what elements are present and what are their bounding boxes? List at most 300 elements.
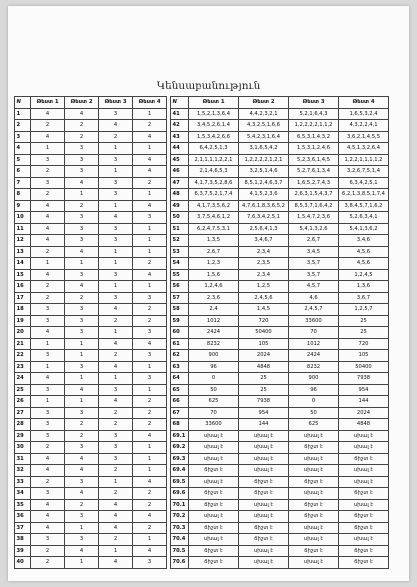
answer-cell: 3 <box>65 534 99 546</box>
answer-cell: 3 <box>99 108 133 120</box>
answer-cell: 4 <box>99 338 133 350</box>
answer-cell: 3,2,6,7,5,1,4 <box>339 166 389 178</box>
answer-cell: 3,4,6,7 <box>239 235 289 247</box>
answer-cell: 1 <box>65 350 99 362</box>
answer-cell: 70 <box>189 407 239 419</box>
answer-cell: 2 <box>31 246 65 258</box>
answer-cell: 2 <box>65 499 99 511</box>
table-row <box>15 522 167 534</box>
answer-cell: 1 <box>99 246 133 258</box>
question-number-cell: 35 <box>15 499 31 511</box>
answer-cell: 1 <box>133 534 167 546</box>
answer-cell: 2424 <box>289 350 339 362</box>
answer-cell: 3,7,5,4,6,1,2 <box>189 212 239 224</box>
answer-cell: 3 <box>65 235 99 247</box>
question-number-cell: 38 <box>15 534 31 546</box>
answer-cell: 3 <box>65 154 99 166</box>
answer-cell: սխալ է <box>189 430 239 442</box>
question-number-cell: 70.2 <box>171 511 189 523</box>
answer-cell: 4 <box>133 154 167 166</box>
answer-cell: 4 <box>99 499 133 511</box>
answer-cell: 3 <box>133 212 167 224</box>
answer-cell: 1 <box>99 476 133 488</box>
table-row <box>171 453 389 465</box>
answer-cell: 4,1,5,2,3,6 <box>239 189 289 201</box>
answer-cell: 1 <box>65 522 99 534</box>
answer-cell: սխալ է <box>339 499 389 511</box>
question-number-cell: 39 <box>15 545 31 557</box>
answer-cell: 1 <box>133 235 167 247</box>
table-row <box>15 212 167 224</box>
answer-cell: 7938 <box>339 373 389 385</box>
answer-cell: ճիշտ է <box>289 442 339 454</box>
table-row <box>15 154 167 166</box>
question-number-cell: 5 <box>15 154 31 166</box>
answer-cell: 1012 <box>189 315 239 327</box>
answer-cell: 25 <box>239 384 289 396</box>
answer-cell: 2,3,6 <box>189 292 239 304</box>
answer-cell: 3 <box>65 511 99 523</box>
answer-cell: 1 <box>99 327 133 339</box>
answer-cell: ճիշտ է <box>239 488 289 500</box>
question-number-cell: 47 <box>171 177 189 189</box>
question-number-cell: 62 <box>171 350 189 362</box>
table-row <box>15 396 167 408</box>
question-number-cell: 25 <box>15 384 31 396</box>
answer-cell: 954 <box>339 384 389 396</box>
table-row <box>15 499 167 511</box>
table-row <box>171 143 389 155</box>
answer-cell: 1,3,5 <box>189 235 239 247</box>
table-row <box>171 258 389 270</box>
table-row <box>171 511 389 523</box>
table-row <box>15 361 167 373</box>
answer-cell: 4 <box>31 522 65 534</box>
answer-cell: 2,6,7 <box>289 235 339 247</box>
table-row <box>171 292 389 304</box>
answer-cell: 4 <box>31 235 65 247</box>
answer-cell: ճիշտ է <box>289 545 339 557</box>
answer-cell: 1 <box>133 361 167 373</box>
answer-cell: ճիշտ է <box>339 557 389 569</box>
table-row <box>171 131 389 143</box>
table-row <box>15 143 167 155</box>
column-header-test-2: Թեստ 2 <box>65 97 99 109</box>
table-row <box>171 407 389 419</box>
answer-cell: 3 <box>99 269 133 281</box>
table-row <box>15 511 167 523</box>
answer-cell: 3 <box>31 407 65 419</box>
answer-cell: 3 <box>99 177 133 189</box>
question-number-cell: 61 <box>171 338 189 350</box>
answer-cell: 1 <box>99 258 133 270</box>
answer-cell: 5,4,2,3,1,6,4 <box>239 131 289 143</box>
column-header-number: N <box>15 97 31 109</box>
question-number-cell: 22 <box>15 350 31 362</box>
question-number-cell: 18 <box>15 304 31 316</box>
table-row <box>171 557 389 569</box>
answer-cell: 3 <box>65 212 99 224</box>
answer-cell: 2,1,1,1,1,2,2,1 <box>189 154 239 166</box>
answer-cell: 4 <box>133 511 167 523</box>
answer-cell: 1 <box>133 442 167 454</box>
answer-cell: 1 <box>65 557 99 569</box>
answer-cell: 4,3,2,2,4,1 <box>339 120 389 132</box>
answer-cell: 1 <box>99 373 133 385</box>
table-row <box>171 442 389 454</box>
answer-cell: 1,6,5,3,2,4 <box>339 108 389 120</box>
answer-cell: 4 <box>65 465 99 477</box>
answer-cell: սխալ է <box>339 430 389 442</box>
answer-cell: 3 <box>65 327 99 339</box>
answer-cell: 3,6,2,1,4,5,5 <box>339 131 389 143</box>
answer-cell: 4 <box>65 384 99 396</box>
answer-cell: սխալ է <box>289 465 339 477</box>
question-number-cell: 52 <box>171 235 189 247</box>
answer-cell: 25 <box>239 373 289 385</box>
question-number-cell: 23 <box>15 361 31 373</box>
answer-cell: 3,5,7 <box>289 269 339 281</box>
answer-cell: 1 <box>133 281 167 293</box>
answer-cell: 4 <box>133 200 167 212</box>
answer-cell: 3 <box>133 292 167 304</box>
answer-table-right <box>170 96 389 569</box>
answer-cell: 3 <box>31 419 65 431</box>
answer-cell: 3,6,7 <box>339 292 389 304</box>
answer-cell: 4 <box>133 131 167 143</box>
answer-cell: 2,5,6,4,1,3 <box>239 223 289 235</box>
answer-cell: 3 <box>133 557 167 569</box>
answer-cell: 25 <box>339 315 389 327</box>
answer-cell: 3 <box>65 143 99 155</box>
answer-cell: 1 <box>133 384 167 396</box>
question-number-cell: 59 <box>171 315 189 327</box>
answer-cell: 2 <box>31 189 65 201</box>
answer-cell: 3 <box>99 189 133 201</box>
question-number-cell: 27 <box>15 407 31 419</box>
answer-cell: 2 <box>99 419 133 431</box>
answer-cell: 6,4,2,5,1,3 <box>189 143 239 155</box>
answer-cell: ճիշտ է <box>189 488 239 500</box>
column-header-test-3: Թեստ 3 <box>289 97 339 109</box>
question-number-cell: 58 <box>171 304 189 316</box>
table-row <box>171 166 389 178</box>
answer-cell: սխալ է <box>289 557 339 569</box>
answer-cell: 4 <box>31 212 65 224</box>
answer-cell: 4 <box>133 430 167 442</box>
answer-cell: 2 <box>133 304 167 316</box>
answer-cell: սխալ է <box>239 453 289 465</box>
table-row <box>15 488 167 500</box>
answer-cell: 3 <box>65 315 99 327</box>
answer-cell: 4 <box>65 246 99 258</box>
answer-cell: 4848 <box>239 361 289 373</box>
answer-cell: 1,2,3 <box>189 258 239 270</box>
answer-cell: 4 <box>31 200 65 212</box>
answer-cell: 2 <box>133 177 167 189</box>
table-row <box>171 120 389 132</box>
table-row <box>171 545 389 557</box>
answer-cell: 5,2,7,6,1,3,4 <box>289 166 339 178</box>
answer-cell: 4 <box>133 338 167 350</box>
answer-cell: 2 <box>99 465 133 477</box>
question-number-cell: 34 <box>15 488 31 500</box>
question-number-cell: 69.5 <box>171 476 189 488</box>
page-title: Կենսաբանություն <box>156 80 261 92</box>
answer-cell: ճիշտ է <box>339 511 389 523</box>
answer-cell: 2 <box>133 407 167 419</box>
answer-cell: 1 <box>31 143 65 155</box>
answer-cell: 3 <box>65 304 99 316</box>
table-row <box>15 292 167 304</box>
answer-cell: 3 <box>99 154 133 166</box>
question-number-cell: 37 <box>15 522 31 534</box>
table-row <box>171 212 389 224</box>
answer-cell: ճիշտ է <box>339 488 389 500</box>
table-row <box>171 430 389 442</box>
table-row <box>15 304 167 316</box>
table-row <box>15 384 167 396</box>
answer-cell: 3 <box>99 384 133 396</box>
answer-cell: 3 <box>31 384 65 396</box>
answer-cell: սխալ է <box>239 430 289 442</box>
answer-cell: 3 <box>133 327 167 339</box>
answer-cell: 3,1,6,5,4,2 <box>239 143 289 155</box>
question-number-cell: 21 <box>15 338 31 350</box>
answer-cell: 1 <box>133 246 167 258</box>
question-number-cell: 14 <box>15 258 31 270</box>
answer-cell: 4 <box>65 177 99 189</box>
table-row <box>15 407 167 419</box>
table-row <box>15 419 167 431</box>
answer-cell: 1 <box>99 166 133 178</box>
question-number-cell: 36 <box>15 511 31 523</box>
answer-cell: 2,4,5,6 <box>239 292 289 304</box>
answer-cell: ճիշտ է <box>239 476 289 488</box>
question-number-cell: 69.3 <box>171 453 189 465</box>
answer-cell: 4 <box>99 396 133 408</box>
answer-cell: 3 <box>65 223 99 235</box>
question-number-cell: 15 <box>15 269 31 281</box>
answer-cell: 1,5,4,7,2,3,6 <box>289 212 339 224</box>
answer-cell: 1 <box>133 108 167 120</box>
answer-cell: 1 <box>31 396 65 408</box>
answer-cell: 2 <box>65 430 99 442</box>
answer-cell: սխալ է <box>239 442 289 454</box>
table-row <box>171 108 389 120</box>
table-row <box>15 189 167 201</box>
question-number-cell: 40 <box>15 557 31 569</box>
answer-cell: 6,3,7,5,2,1,7,4 <box>189 189 239 201</box>
answer-cell: սխալ է <box>189 476 239 488</box>
table-row <box>15 545 167 557</box>
table-row <box>171 189 389 201</box>
answer-cell: 7938 <box>239 396 289 408</box>
answer-cell: 0 <box>289 396 339 408</box>
column-header-test-2: Թեստ 2 <box>239 97 289 109</box>
answer-cell: 0 <box>189 373 239 385</box>
answer-cell: 2024 <box>339 407 389 419</box>
answer-cell: 6,2,4,7,5,3,1 <box>189 223 239 235</box>
answer-cell: 1 <box>133 465 167 477</box>
answer-cell: 2424 <box>189 327 239 339</box>
answer-cell: 105 <box>239 338 289 350</box>
answer-cell: 3,8,4,5,7,1,6,2 <box>339 200 389 212</box>
answer-cell: 2 <box>133 488 167 500</box>
answer-cell: 4 <box>99 511 133 523</box>
answer-cell: ճիշտ է <box>189 465 239 477</box>
answer-cell: սխալ է <box>189 511 239 523</box>
answer-cell: 5,2,1,6,4,3 <box>289 108 339 120</box>
answer-cell: 4,6 <box>289 292 339 304</box>
question-number-cell: 64 <box>171 373 189 385</box>
question-number-cell: 31 <box>15 453 31 465</box>
table-row <box>15 557 167 569</box>
answer-cell: 105 <box>339 350 389 362</box>
question-number-cell: 1 <box>15 108 31 120</box>
question-number-cell: 9 <box>15 200 31 212</box>
answer-cell: 3 <box>31 177 65 189</box>
table-row <box>171 499 389 511</box>
answer-cell: 8,5,3,7,1,6,4,2 <box>289 200 339 212</box>
answer-cell: 4,1,7,3,5,6,2 <box>189 200 239 212</box>
answer-cell: ճիշտ է <box>289 499 339 511</box>
table-row <box>171 419 389 431</box>
table-header-row <box>15 97 167 109</box>
answer-cell: 5,2,3,6,1,4,5 <box>289 154 339 166</box>
question-number-cell: 45 <box>171 154 189 166</box>
answer-cell: սխալ է <box>239 557 289 569</box>
answer-cell: 2 <box>99 315 133 327</box>
answer-cell: 5,2,6,3,4,1 <box>339 212 389 224</box>
answer-cell: 2 <box>133 522 167 534</box>
answer-cell: 50 <box>289 407 339 419</box>
answer-cell: 4 <box>99 361 133 373</box>
answer-cell: 2,4 <box>189 304 239 316</box>
question-number-cell: 41 <box>171 108 189 120</box>
question-number-cell: 33 <box>15 476 31 488</box>
answer-cell: 4 <box>31 453 65 465</box>
table-row <box>171 361 389 373</box>
answer-cell: 3,4,6 <box>339 235 389 247</box>
answer-cell: 1 <box>31 361 65 373</box>
question-number-cell: 44 <box>171 143 189 155</box>
answer-cell: 2,3,4 <box>239 269 289 281</box>
table-row <box>15 534 167 546</box>
answer-cell: 4,7,6,1,8,3,6,5,2 <box>239 200 289 212</box>
answer-cell: 2,3,5 <box>239 258 289 270</box>
question-number-cell: 24 <box>15 373 31 385</box>
answer-cell: 1,2,2,2,2,1,2,1 <box>239 154 289 166</box>
answer-cell: 4,3,2,5,1,6,6 <box>239 120 289 132</box>
answer-cell: 4 <box>31 327 65 339</box>
question-number-cell: 68 <box>171 419 189 431</box>
answer-cell: 1 <box>65 373 99 385</box>
table-row <box>171 338 389 350</box>
table-row <box>171 396 389 408</box>
column-header-test-1: Թեստ 1 <box>31 97 65 109</box>
answer-cell: 4 <box>99 522 133 534</box>
question-number-cell: 48 <box>171 189 189 201</box>
table-row <box>171 269 389 281</box>
answer-cell: 3 <box>99 235 133 247</box>
answer-cell: 3 <box>99 430 133 442</box>
answer-cell: 4 <box>31 465 65 477</box>
answer-cell: 1 <box>133 143 167 155</box>
column-header-test-4: Թեստ 4 <box>133 97 167 109</box>
answer-cell: 144 <box>239 419 289 431</box>
table-row <box>15 327 167 339</box>
answer-cell: 6,2,1,3,8,5,1,7,4 <box>339 189 389 201</box>
answer-cell: 2 <box>31 545 65 557</box>
table-row <box>15 315 167 327</box>
question-number-cell: 28 <box>15 419 31 431</box>
answer-cell: 4 <box>31 511 65 523</box>
question-number-cell: 54 <box>171 258 189 270</box>
answer-cell: 2 <box>65 131 99 143</box>
answer-cell: 2 <box>133 419 167 431</box>
column-header-test-4: Թեստ 4 <box>339 97 389 109</box>
answer-cell: ճիշտ է <box>189 522 239 534</box>
answer-cell: 4 <box>133 166 167 178</box>
question-number-cell: 19 <box>15 315 31 327</box>
answer-cell: 3 <box>99 292 133 304</box>
answer-cell: 70 <box>289 327 339 339</box>
answer-cell: 4 <box>31 499 65 511</box>
answer-cell: 33600 <box>289 315 339 327</box>
answer-cell: 2 <box>99 534 133 546</box>
answer-cell: սխալ է <box>289 430 339 442</box>
answer-cell: 4 <box>65 488 99 500</box>
answer-table-left <box>14 96 167 569</box>
question-number-cell: 3 <box>15 131 31 143</box>
question-number-cell: 13 <box>15 246 31 258</box>
answer-cell: 4,1,7,3,5,2,8,6 <box>189 177 239 189</box>
answer-cell: 4 <box>99 304 133 316</box>
answer-cell: սխալ է <box>239 545 289 557</box>
table-header-row <box>171 97 389 109</box>
answer-cell: 3 <box>31 488 65 500</box>
answer-cell: 625 <box>289 419 339 431</box>
column-header-test-3: Թեստ 3 <box>99 97 133 109</box>
answer-cell: 1,2,5 <box>239 281 289 293</box>
answer-cell: 2 <box>133 396 167 408</box>
answer-cell: սխալ է <box>289 534 339 546</box>
table-row <box>15 465 167 477</box>
answer-cell: 1 <box>99 545 133 557</box>
answer-cell: 2 <box>133 120 167 132</box>
table-row <box>171 200 389 212</box>
answer-cell: 4 <box>31 373 65 385</box>
answer-cell: 4,5,6 <box>339 246 389 258</box>
question-number-cell: 51 <box>171 223 189 235</box>
table-row <box>15 131 167 143</box>
answer-cell: ճիշտ է <box>189 557 239 569</box>
answer-cell: 2,6,7 <box>189 246 239 258</box>
answer-cell: 3 <box>65 407 99 419</box>
answer-cell: 1,2,5,7 <box>339 304 389 316</box>
table-row <box>15 166 167 178</box>
table-row <box>171 154 389 166</box>
answer-cell: 25 <box>339 327 389 339</box>
answer-cell: 2 <box>133 258 167 270</box>
answer-cell: 1 <box>133 453 167 465</box>
table-row <box>15 373 167 385</box>
answer-cell: 3,4,5,2,6,1,4 <box>189 120 239 132</box>
answer-cell: 6,5,3,1,4,3,2 <box>289 131 339 143</box>
answer-cell: 1 <box>65 258 99 270</box>
question-number-cell: 8 <box>15 189 31 201</box>
